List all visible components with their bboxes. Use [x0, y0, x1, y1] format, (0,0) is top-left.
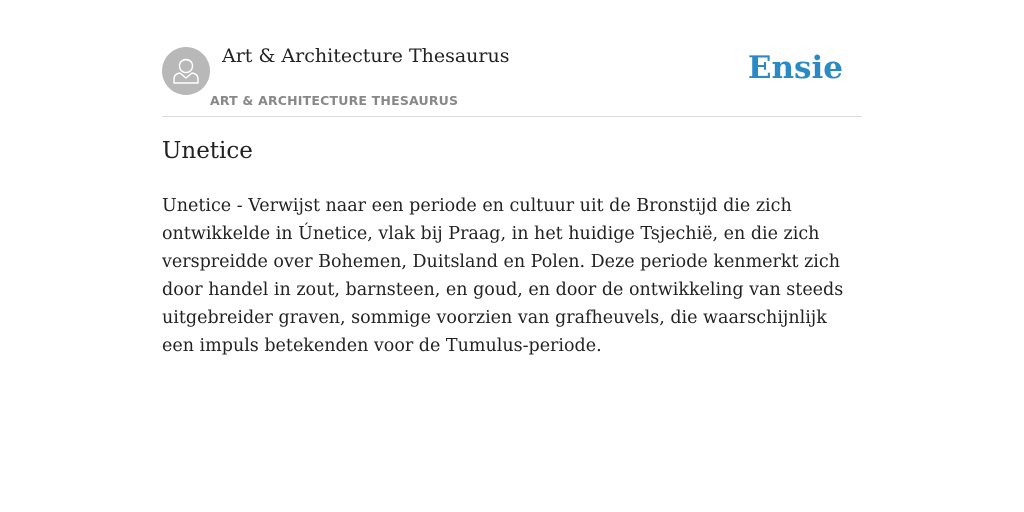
author-name[interactable]: Art & Architecture Thesaurus [222, 45, 510, 67]
article-body: Unetice - Verwijst naar een periode en cultuur uit de Bronstijd die zich ontwikkelde in Únetice, vlak bij Praag, in het huidige Tsjechië, en die zich verspreidde over Bohemen, Duitsland en Polen. Deze periode kenmerkt zich door handel in zout, barnsteen, en goud, en door de ontwikkeling van steeds uitgebreider graven, sommige voorzien van grafheuvels, die waarschijnlijk een impuls betekenden voor de Tumulus-periode. [162, 196, 844, 356]
author-subtitle: ART & ARCHITECTURE THESAURUS [210, 93, 459, 108]
user-icon [162, 47, 210, 95]
brand-logo[interactable]: Ensie [747, 50, 843, 86]
avatar[interactable] [162, 47, 210, 95]
header [162, 0, 862, 117]
article-title: Unetice [162, 138, 253, 164]
